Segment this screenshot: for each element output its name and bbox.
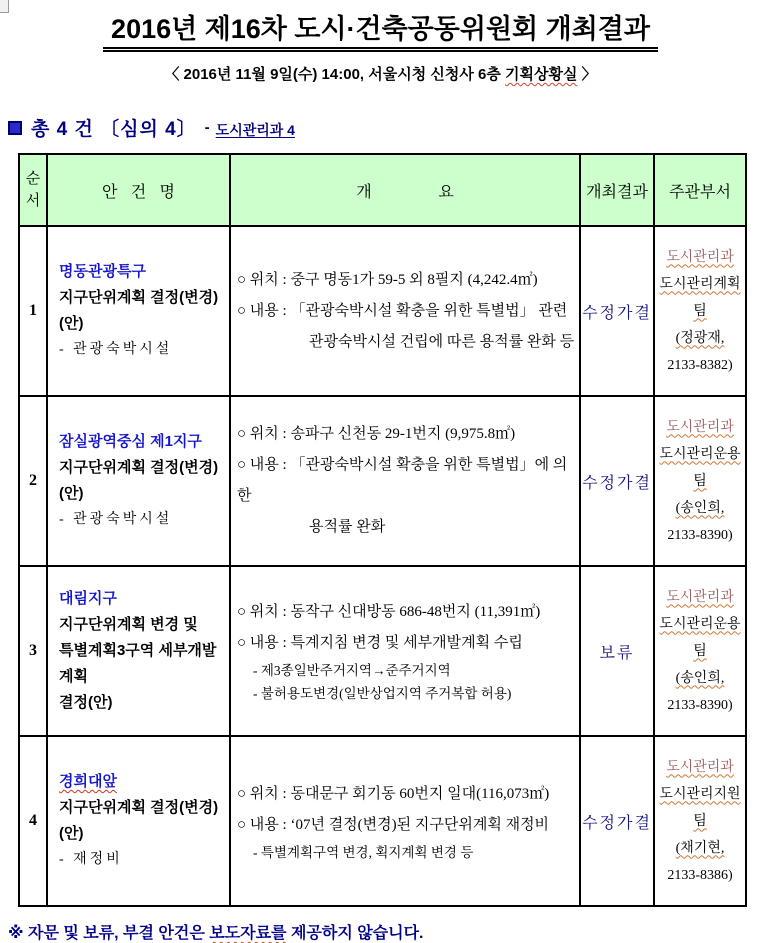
- page-title: [0, 0, 761, 52]
- overview-cell: [230, 736, 580, 906]
- department-cell: [654, 566, 746, 736]
- footnote-post: 제공하지 않습니다.: [286, 925, 424, 942]
- table-row: [19, 736, 746, 906]
- agenda-line: 지구단위계획 결정(변경)(안): [59, 289, 219, 332]
- page-title-text: 2016년 제16차 도시·건축공동위원회 개최결과: [103, 7, 658, 52]
- overview-line: ○ 내용 : 「관광숙박시설 확충을 위한 특별법」 관련: [237, 302, 568, 319]
- department-contact: (송인희,: [675, 670, 725, 686]
- agenda-line: 지구단위계획 결정(변경)(안): [59, 799, 219, 842]
- section-total-count: 총 4 건 〔심의 4〕: [31, 119, 197, 140]
- department-contact: (송인희,: [675, 500, 725, 516]
- overview-subline: - 특별계획구역 변경, 획지계획 변경 등: [253, 844, 474, 860]
- department-phone: 2133-8390): [667, 527, 733, 543]
- department-phone: 2133-8382): [667, 357, 733, 373]
- window-corner-artifact: [0, 0, 9, 13]
- agenda-line: 지구단위계획 결정(변경)(안): [59, 459, 219, 502]
- agenda-name-cell: [47, 566, 230, 736]
- department-division: 도시관리과: [666, 759, 734, 775]
- table-row: [19, 396, 746, 566]
- department-cell: [654, 736, 746, 906]
- department-cell: [654, 396, 746, 566]
- row-number: 4: [19, 736, 47, 906]
- meeting-info-pre: 〈 2016년 11월 9일(수) 14:00, 서울시청 신청사 6층: [164, 66, 506, 83]
- agenda-line: 지구단위계획 변경 및: [59, 616, 198, 633]
- table-row: [19, 566, 746, 736]
- overview-cell: [230, 226, 580, 396]
- agenda-title: 명동관광특구: [59, 263, 146, 280]
- header-result: 개최결과: [580, 154, 654, 226]
- department-phone: 2133-8390): [667, 697, 733, 713]
- header-department: 주관부서: [654, 154, 746, 226]
- meeting-room: 기획상황실: [505, 66, 578, 83]
- footnote-underlined: 보도자료를: [209, 925, 287, 942]
- agenda-line: 특별계획3구역 세부개발계획: [59, 642, 217, 685]
- meeting-info-post: 〉: [577, 66, 597, 83]
- overview-subline: - 제3종일반주거지역→준주거지역: [253, 663, 451, 678]
- footnote: [8, 920, 761, 943]
- result-cell: 수정가결: [580, 396, 654, 566]
- department-team: 도시관리계획팀: [659, 276, 741, 319]
- agenda-name-cell: [47, 736, 230, 906]
- overview-cell: [230, 396, 580, 566]
- agenda-subitem: - 관광숙박시설: [59, 512, 173, 527]
- department-division: 도시관리과: [666, 419, 734, 435]
- overview-line: ○ 위치 : 동대문구 회기동 60번지 일대(116,073㎡): [237, 785, 550, 802]
- result-cell: 수정가결: [580, 226, 654, 396]
- agenda-line: 결정(안): [59, 694, 113, 711]
- row-number: 2: [19, 396, 47, 566]
- overview-line: ○ 내용 : 특계지침 변경 및 세부개발계획 수립: [237, 635, 523, 651]
- section-department-count: 도시관리과 4: [215, 121, 295, 138]
- department-division: 도시관리과: [666, 249, 734, 265]
- header-agenda-name: 안 건 명: [47, 154, 230, 226]
- overview-subline: - 불허용도변경(일반상업지역 주거복합 허용): [253, 686, 512, 701]
- agenda-title: 경희대앞: [59, 773, 117, 790]
- table-header-row: [19, 154, 746, 226]
- department-team: 도시관리운용팀: [659, 616, 741, 659]
- department-phone: 2133-8386): [667, 867, 733, 883]
- agenda-results-table: [18, 153, 747, 907]
- department-team: 도시관리지원팀: [659, 786, 741, 829]
- department-team: 도시관리운용팀: [659, 446, 741, 489]
- section-header: [8, 114, 761, 141]
- meeting-info: [0, 63, 761, 84]
- overview-line: 용적률 완화: [309, 519, 386, 535]
- overview-line: ○ 위치 : 송파구 신천동 29-1번지 (9,975.8㎡): [237, 426, 516, 442]
- overview-line: ○ 위치 : 중구 명동1가 59-5 외 8필지 (4,242.4㎡): [237, 271, 538, 288]
- agenda-subitem: - 관광숙박시설: [59, 342, 173, 357]
- agenda-subitem: - 재정비: [59, 852, 123, 867]
- table-row: [19, 226, 746, 396]
- department-contact: (정광재,: [675, 330, 725, 346]
- square-bullet-icon: [8, 121, 22, 135]
- overview-line: ○ 위치 : 동작구 신대방동 686-48번지 (11,391㎡): [237, 604, 541, 620]
- footnote-pre: ※ 자문 및 보류, 부결 안건은: [8, 925, 210, 942]
- row-number: 3: [19, 566, 47, 736]
- overview-line: ○ 내용 : 「관광숙박시설 확충을 위한 특별법」에 의한: [237, 457, 568, 504]
- header-no: 순서: [19, 154, 47, 226]
- agenda-title: 잠실광역중심 제1지구: [59, 433, 202, 450]
- department-division: 도시관리과: [666, 589, 734, 605]
- overview-line: 관광숙박시설 건립에 따른 용적률 완화 등: [309, 333, 575, 350]
- agenda-title: 대림지구: [59, 590, 117, 607]
- header-overview: 개 요: [230, 154, 580, 226]
- agenda-name-cell: [47, 396, 230, 566]
- row-number: 1: [19, 226, 47, 396]
- result-cell: 수정가결: [580, 736, 654, 906]
- result-cell: 보류: [580, 566, 654, 736]
- agenda-name-cell: [47, 226, 230, 396]
- section-dash: -: [204, 119, 210, 136]
- department-cell: [654, 226, 746, 396]
- overview-line: ○ 내용 : ‘07년 결정(변경)된 지구단위계획 재정비: [237, 816, 550, 833]
- department-contact: (채기현,: [675, 840, 725, 856]
- overview-cell: [230, 566, 580, 736]
